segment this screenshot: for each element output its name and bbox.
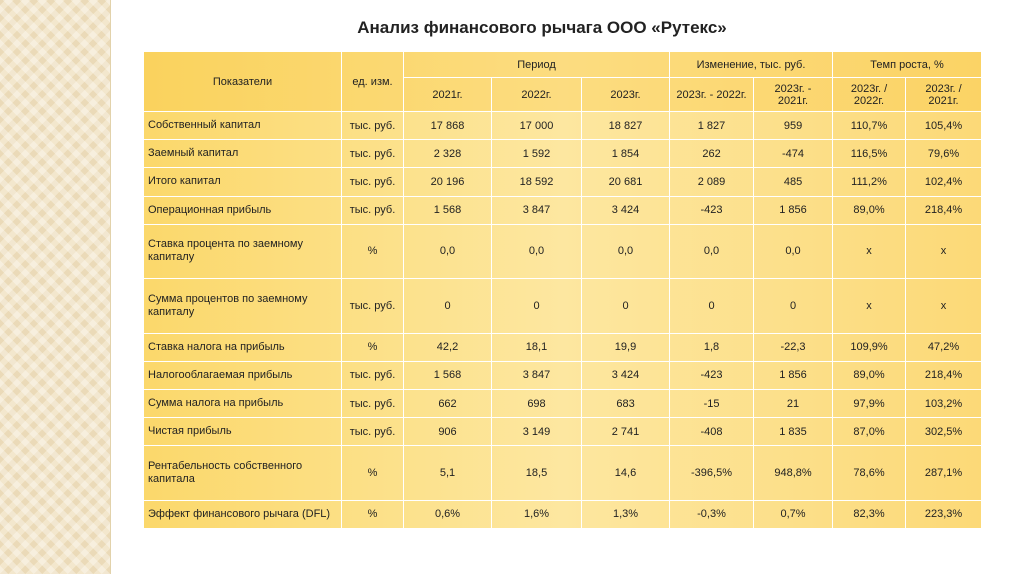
cell-change-2023-2021: 485 <box>754 168 833 196</box>
cell-value-2021: 0,6% <box>404 500 492 528</box>
cell-value-2023: 3 424 <box>582 196 670 224</box>
cell-change-2023-2022: -0,3% <box>670 500 754 528</box>
cell-value-2022: 18,1 <box>492 333 582 361</box>
table-row <box>144 196 982 224</box>
header-growth-2023-2022: 2023г. / 2022г. <box>833 78 906 112</box>
row-indicator-name: Сумма процентов по заемному капиталу <box>144 279 342 333</box>
row-indicator-name: Налогооблагаемая прибыль <box>144 361 342 389</box>
table-row <box>144 418 982 446</box>
cell-value-2021: 0 <box>404 279 492 333</box>
header-2023: 2023г. <box>582 78 670 112</box>
row-indicator-name: Собственный капитал <box>144 112 342 140</box>
cell-growth-2023-2021: 105,4% <box>906 112 982 140</box>
cell-growth-2023-2021: 302,5% <box>906 418 982 446</box>
cell-value-2022: 3 847 <box>492 196 582 224</box>
cell-value-2023: 19,9 <box>582 333 670 361</box>
header-unit: ед. изм. <box>342 52 404 112</box>
header-2021: 2021г. <box>404 78 492 112</box>
cell-change-2023-2021: 1 856 <box>754 196 833 224</box>
row-indicator-name: Сумма налога на прибыль <box>144 389 342 417</box>
cell-value-2022: 1 592 <box>492 140 582 168</box>
cell-growth-2023-2022: 89,0% <box>833 361 906 389</box>
cell-growth-2023-2022: 87,0% <box>833 418 906 446</box>
cell-value-2022: 0,0 <box>492 224 582 278</box>
table-row <box>144 140 982 168</box>
cell-change-2023-2022: -423 <box>670 196 754 224</box>
cell-value-2021: 42,2 <box>404 333 492 361</box>
row-unit: % <box>342 333 404 361</box>
row-unit: % <box>342 224 404 278</box>
table-row <box>144 446 982 500</box>
cell-change-2023-2022: 0 <box>670 279 754 333</box>
cell-value-2023: 683 <box>582 389 670 417</box>
cell-value-2022: 1,6% <box>492 500 582 528</box>
cell-change-2023-2021: 0 <box>754 279 833 333</box>
cell-value-2021: 1 568 <box>404 196 492 224</box>
cell-value-2023: 18 827 <box>582 112 670 140</box>
cell-growth-2023-2022: 78,6% <box>833 446 906 500</box>
cell-growth-2023-2021: 103,2% <box>906 389 982 417</box>
table-row <box>144 224 982 278</box>
cell-value-2023: 20 681 <box>582 168 670 196</box>
row-indicator-name: Чистая прибыль <box>144 418 342 446</box>
cell-value-2021: 906 <box>404 418 492 446</box>
row-indicator-name: Ставка процента по заемному капиталу <box>144 224 342 278</box>
cell-growth-2023-2022: 97,9% <box>833 389 906 417</box>
cell-change-2023-2021: 0,0 <box>754 224 833 278</box>
decorative-side-panel <box>0 0 111 574</box>
row-unit: тыс. руб. <box>342 418 404 446</box>
cell-value-2023: 14,6 <box>582 446 670 500</box>
cell-growth-2023-2021: 287,1% <box>906 446 982 500</box>
row-unit: % <box>342 446 404 500</box>
cell-value-2021: 5,1 <box>404 446 492 500</box>
cell-change-2023-2022: -423 <box>670 361 754 389</box>
header-growth-2023-2021: 2023г. / 2021г. <box>906 78 982 112</box>
table-row <box>144 361 982 389</box>
header-indicator: Показатели <box>144 52 342 112</box>
row-unit: тыс. руб. <box>342 389 404 417</box>
row-indicator-name: Итого капитал <box>144 168 342 196</box>
cell-value-2023: 3 424 <box>582 361 670 389</box>
cell-growth-2023-2022: 89,0% <box>833 196 906 224</box>
cell-growth-2023-2022: 109,9% <box>833 333 906 361</box>
cell-value-2022: 0 <box>492 279 582 333</box>
cell-value-2021: 20 196 <box>404 168 492 196</box>
cell-change-2023-2022: -15 <box>670 389 754 417</box>
cell-value-2021: 1 568 <box>404 361 492 389</box>
cell-value-2022: 18,5 <box>492 446 582 500</box>
cell-change-2023-2021: -22,3 <box>754 333 833 361</box>
row-unit: тыс. руб. <box>342 168 404 196</box>
cell-change-2023-2022: -396,5% <box>670 446 754 500</box>
cell-growth-2023-2021: 102,4% <box>906 168 982 196</box>
cell-value-2021: 0,0 <box>404 224 492 278</box>
financial-leverage-table <box>143 51 982 529</box>
cell-change-2023-2022: 2 089 <box>670 168 754 196</box>
row-indicator-name: Ставка налога на прибыль <box>144 333 342 361</box>
cell-value-2023: 1 854 <box>582 140 670 168</box>
table-row <box>144 168 982 196</box>
cell-value-2022: 3 847 <box>492 361 582 389</box>
cell-change-2023-2022: 0,0 <box>670 224 754 278</box>
cell-growth-2023-2022: 82,3% <box>833 500 906 528</box>
cell-change-2023-2021: -474 <box>754 140 833 168</box>
cell-value-2023: 2 741 <box>582 418 670 446</box>
cell-change-2023-2021: 1 835 <box>754 418 833 446</box>
row-unit: тыс. руб. <box>342 112 404 140</box>
cell-growth-2023-2021: 223,3% <box>906 500 982 528</box>
cell-change-2023-2021: 0,7% <box>754 500 833 528</box>
cell-change-2023-2021: 1 856 <box>754 361 833 389</box>
cell-value-2023: 1,3% <box>582 500 670 528</box>
slide-title: Анализ финансового рычага ООО «Рутекс» <box>357 18 727 37</box>
table-row <box>144 500 982 528</box>
table-row <box>144 333 982 361</box>
cell-growth-2023-2021: 47,2% <box>906 333 982 361</box>
cell-change-2023-2021: 21 <box>754 389 833 417</box>
cell-growth-2023-2021: х <box>906 224 982 278</box>
cell-value-2022: 698 <box>492 389 582 417</box>
cell-growth-2023-2022: 116,5% <box>833 140 906 168</box>
cell-value-2023: 0 <box>582 279 670 333</box>
row-unit: тыс. руб. <box>342 196 404 224</box>
cell-growth-2023-2021: х <box>906 279 982 333</box>
cell-value-2021: 2 328 <box>404 140 492 168</box>
row-indicator-name: Эффект финансового рычага (DFL) <box>144 500 342 528</box>
cell-value-2021: 17 868 <box>404 112 492 140</box>
header-change-2023-2021: 2023г. - 2021г. <box>754 78 833 112</box>
row-unit: % <box>342 500 404 528</box>
cell-growth-2023-2021: 79,6% <box>906 140 982 168</box>
table-body <box>144 112 982 529</box>
row-unit: тыс. руб. <box>342 140 404 168</box>
cell-growth-2023-2022: х <box>833 224 906 278</box>
header-growth: Темп роста, % <box>833 52 982 78</box>
table-row <box>144 389 982 417</box>
table-row <box>144 112 982 140</box>
row-unit: тыс. руб. <box>342 279 404 333</box>
cell-value-2022: 18 592 <box>492 168 582 196</box>
cell-growth-2023-2021: 218,4% <box>906 361 982 389</box>
cell-change-2023-2021: 948,8% <box>754 446 833 500</box>
header-change-2023-2022: 2023г. - 2022г. <box>670 78 754 112</box>
cell-value-2021: 662 <box>404 389 492 417</box>
row-indicator-name: Заемный капитал <box>144 140 342 168</box>
cell-change-2023-2022: 1,8 <box>670 333 754 361</box>
cell-change-2023-2022: 262 <box>670 140 754 168</box>
cell-value-2023: 0,0 <box>582 224 670 278</box>
row-indicator-name: Рентабельность собственного капитала <box>144 446 342 500</box>
cell-growth-2023-2021: 218,4% <box>906 196 982 224</box>
cell-growth-2023-2022: 110,7% <box>833 112 906 140</box>
cell-change-2023-2021: 959 <box>754 112 833 140</box>
cell-value-2022: 3 149 <box>492 418 582 446</box>
row-indicator-name: Операционная прибыль <box>144 196 342 224</box>
cell-growth-2023-2022: х <box>833 279 906 333</box>
header-2022: 2022г. <box>492 78 582 112</box>
header-period: Период <box>404 52 670 78</box>
cell-change-2023-2022: -408 <box>670 418 754 446</box>
cell-growth-2023-2022: 111,2% <box>833 168 906 196</box>
cell-value-2022: 17 000 <box>492 112 582 140</box>
header-change: Изменение, тыс. руб. <box>670 52 833 78</box>
row-unit: тыс. руб. <box>342 361 404 389</box>
cell-change-2023-2022: 1 827 <box>670 112 754 140</box>
table-row <box>144 279 982 333</box>
